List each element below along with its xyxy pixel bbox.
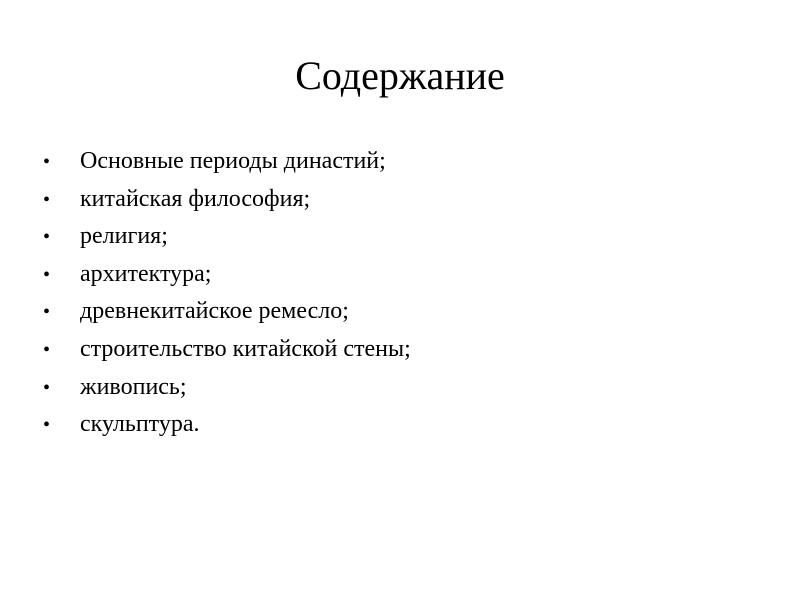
list-item-text: живопись; [80,373,187,400]
list-item-text: строительство китайской стены; [80,335,411,362]
bullet-icon: • [43,226,51,249]
bullet-icon: • [43,338,51,361]
list-item-text: китайская философия; [80,185,311,212]
slide-title: Содержание [295,53,505,98]
list-item [40,293,760,331]
bullet-icon: • [43,414,51,437]
list-item [40,406,760,444]
list-item-text: архитектура; [80,260,212,287]
bullet-icon: • [43,376,51,399]
bullet-icon: • [43,263,51,286]
list-item-text: древнекитайское ремесло; [80,298,349,325]
list-item [40,143,760,181]
bullet-icon: • [43,151,51,173]
bullet-icon: • [43,188,51,211]
list-item [40,331,760,369]
list-item [40,181,760,219]
list-item-text: Основные периоды династий; [80,148,386,174]
list-item [40,256,760,294]
list-item-text: религия; [80,223,168,250]
list-item [40,218,760,256]
bullet-list [40,143,760,444]
list-item-text: скульптура. [80,411,200,438]
bullet-icon: • [43,301,51,324]
list-item [40,369,760,407]
